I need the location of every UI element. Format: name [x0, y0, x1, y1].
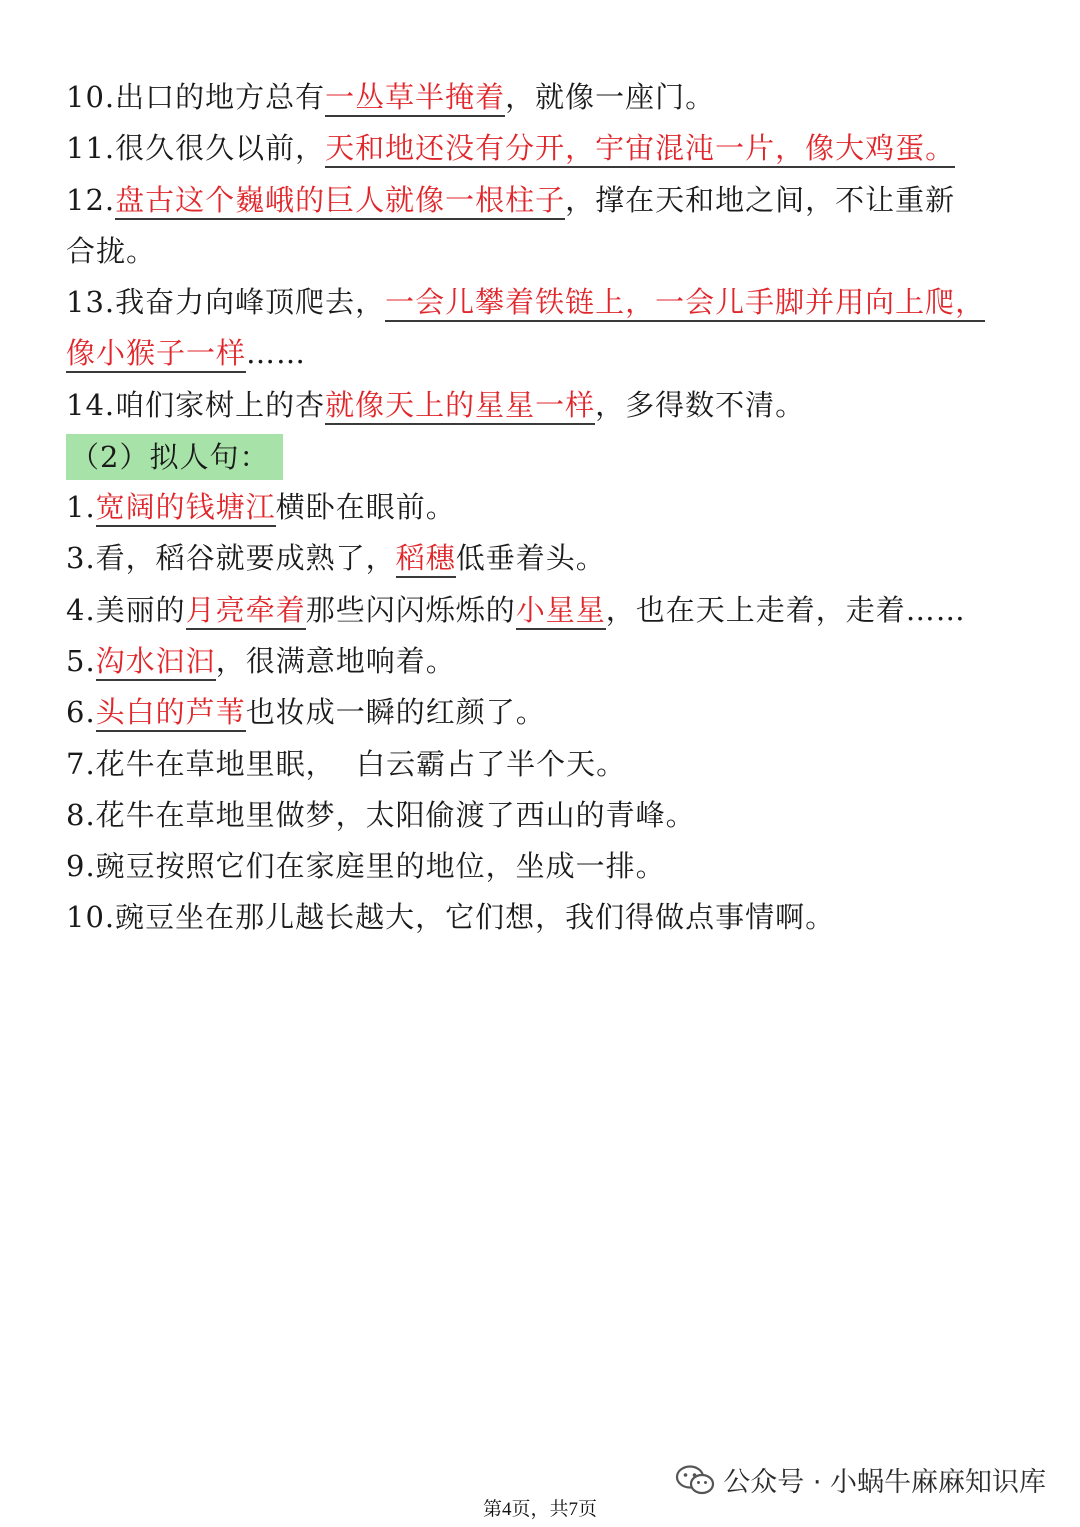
sentence-text: ……	[246, 336, 307, 371]
sentence-number: 10.	[66, 80, 116, 114]
wechat-icon	[675, 1465, 715, 1495]
highlighted-phrase: 小星星	[516, 593, 606, 630]
sentence-text: 也妆成一瞬的红颜了。	[245, 695, 546, 730]
sentence-line	[66, 380, 1026, 431]
sentence-text: 花牛在草地里做梦，太阳偷渡了西山的青峰。	[95, 797, 696, 832]
section-heading: （2）拟人句：	[66, 434, 283, 480]
sentence-number: 10.	[66, 900, 116, 935]
highlighted-phrase: 像小猴子一样	[66, 336, 246, 373]
sentence-line	[66, 123, 1026, 174]
sentence-number: 14.	[66, 387, 116, 422]
sentence-number: 8.	[66, 797, 96, 832]
sentence-text: 横卧在眼前。	[275, 490, 456, 525]
sentence-line-continuation	[66, 226, 1026, 277]
sentence-number: 3.	[66, 541, 96, 576]
sentence-text: 花牛在草地里眠， 白云霸占了半个天。	[95, 746, 627, 781]
sentence-line	[66, 585, 1026, 636]
sentence-line	[66, 841, 1026, 892]
sentence-text: 我奋力向峰顶爬去，	[115, 285, 386, 320]
sentence-text: 咱们家树上的杏	[115, 387, 326, 422]
sentence-number: 13.	[66, 285, 116, 320]
sentence-text: 低垂着头。	[455, 541, 606, 576]
highlighted-phrase: 月亮牵着	[186, 593, 306, 630]
sentence-line	[66, 533, 1026, 584]
highlighted-phrase: 头白的芦苇	[96, 695, 246, 732]
highlighted-phrase: 天和地还没有分开，宇宙混沌一片，像大鸡蛋。	[325, 131, 955, 168]
sentence-text: ，就像一座门。	[505, 80, 716, 114]
sentence-line	[66, 739, 1026, 790]
sentence-text: ，很满意地响着。	[215, 643, 456, 678]
highlighted-phrase: 一丛草半掩着	[325, 80, 505, 117]
sentence-line	[66, 892, 1026, 943]
highlighted-phrase: 就像天上的星星一样	[325, 388, 595, 425]
section-heading-row	[66, 431, 1026, 482]
page-number: 第4页，共7页	[482, 1499, 597, 1520]
sentence-line-continuation	[66, 328, 1026, 379]
sentence-line	[66, 482, 1026, 533]
sentence-text: 合拢。	[66, 233, 157, 268]
highlighted-phrase: 稻穗	[396, 541, 456, 578]
sentence-text: ，也在天上走着，走着……	[605, 592, 966, 627]
sentence-line	[66, 636, 1026, 687]
sentence-text: 很久很久以前，	[115, 131, 326, 166]
sentence-text: 出口的地方总有	[115, 80, 326, 114]
sentence-number: 6.	[66, 695, 96, 730]
watermark-text: 公众号 · 小蜗牛麻麻知识库	[723, 1467, 1046, 1498]
sentence-text: ，多得数不清。	[595, 387, 806, 422]
highlighted-phrase: 盘古这个巍峨的巨人就像一根柱子	[115, 183, 565, 220]
sentence-number: 1.	[66, 490, 96, 525]
sentence-text: 豌豆按照它们在家庭里的地位，坐成一排。	[95, 849, 666, 884]
sentence-text: 看，稻谷就要成熟了，	[95, 541, 396, 576]
sentence-number: 9.	[66, 849, 96, 884]
sentence-number: 5.	[66, 643, 96, 678]
sentence-text: 那些闪闪烁烁的	[305, 592, 516, 627]
sentence-number: 7.	[66, 746, 96, 781]
sentence-number: 12.	[66, 182, 116, 217]
sentence-number: 11.	[66, 131, 116, 166]
sentence-line	[66, 687, 1026, 738]
sentence-text: 豌豆坐在那儿越长越大，它们想，我们得做点事情啊。	[115, 900, 836, 935]
document-body	[66, 72, 1026, 944]
sentence-number: 4.	[66, 592, 96, 627]
sentence-line	[66, 175, 1026, 226]
sentence-line	[66, 277, 1026, 328]
sentence-line	[66, 72, 1026, 123]
highlighted-phrase: 沟水汩汩	[96, 644, 216, 681]
sentence-text: ，撑在天和地之间，不让重新	[565, 182, 956, 217]
sentence-text: 美丽的	[95, 592, 186, 627]
highlighted-phrase: 一会儿攀着铁链上，一会儿手脚并用向上爬，	[385, 285, 985, 322]
highlighted-phrase: 宽阔的钱塘江	[96, 490, 276, 527]
sentence-line	[66, 790, 1026, 841]
